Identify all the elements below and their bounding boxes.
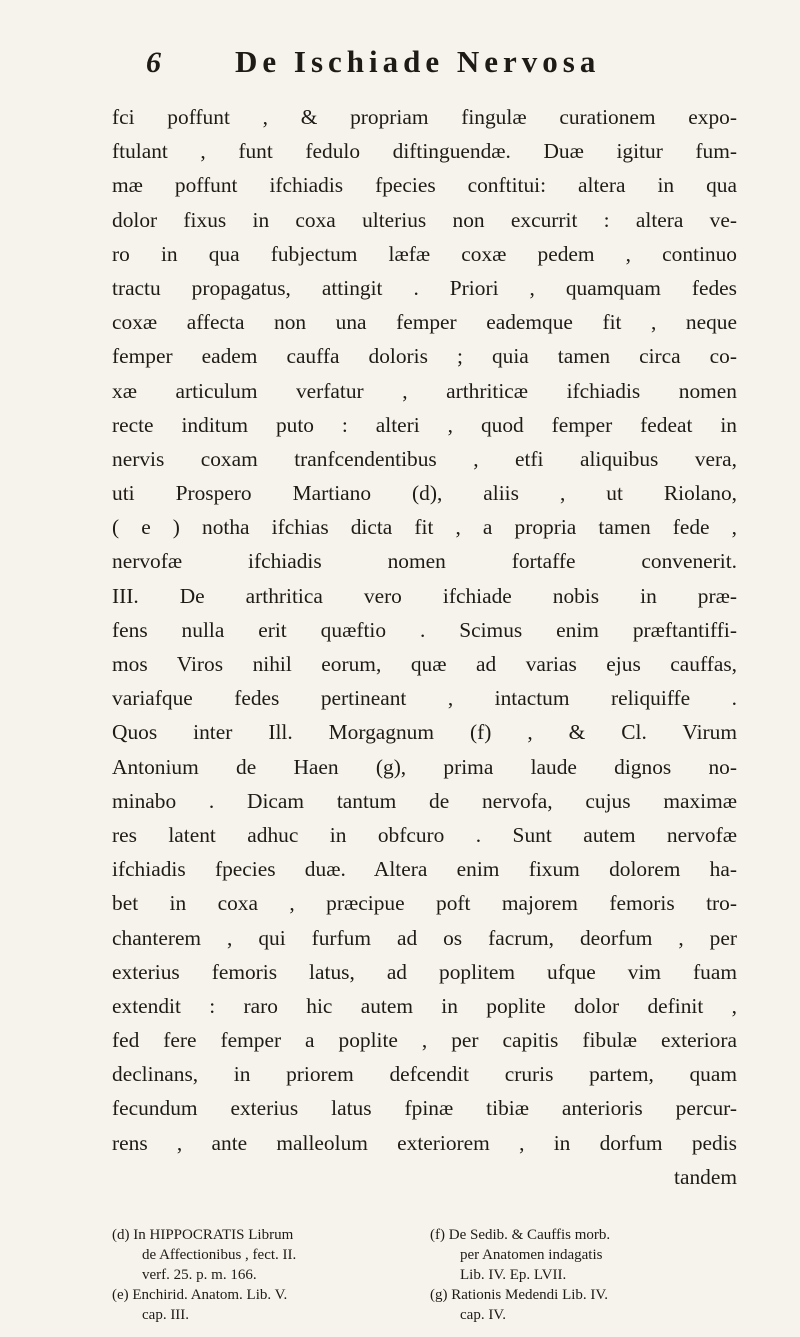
text-line: ifchiadis fpecies duæ. Altera enim fixum dolorem ha- <box>112 857 737 882</box>
body-text <box>112 100 737 1194</box>
text-line: bet in coxa , præcipue poft majorem femoris tro- <box>112 891 737 916</box>
footnote-line: (d) In HIPPOCRATIS Librum <box>112 1227 294 1243</box>
text-line: res latent adhuc in obfcuro . Sunt autem nervofæ <box>112 822 737 847</box>
text-line: dolor fixus in coxa ulterius non excurrit : altera ve- <box>112 207 737 232</box>
footnote-line: cap. IV. <box>460 1307 506 1323</box>
footnotes-left <box>112 1225 414 1325</box>
text-line: declinans, in priorem defcendit cruris partem, quam <box>112 1062 737 1087</box>
text-line: exterius femoris latus, ad poplitem ufque vim fuam <box>112 959 737 984</box>
page-header <box>40 42 760 82</box>
text-line: ro in qua fubjectum læfæ coxæ pedem , continuo <box>112 241 737 266</box>
footnotes-right <box>430 1225 742 1325</box>
footnote-line: verf. 25. p. m. 166. <box>142 1267 257 1283</box>
text-line: III. De arthritica vero ifchiade nobis in præ- <box>112 583 737 608</box>
text-line: recte inditum puto : alteri , quod femper fedeat in <box>112 412 737 437</box>
text-line: Antonium de Haen (g), prima laude dignos no- <box>112 754 737 779</box>
text-line: fed fere femper a poplite , per capitis fibulæ exteriora <box>112 1028 737 1053</box>
text-line: ftulant , funt fedulo diftinguendæ. Duæ igitur fum- <box>112 139 737 164</box>
text-line: mos Viros nihil eorum, quæ ad varias ejus cauffas, <box>112 652 737 676</box>
text-line: fci poffunt , & propriam fingulæ curationem expo- <box>112 105 737 129</box>
footnote-line: (f) De Sedib. & Cauffis morb. <box>430 1227 611 1243</box>
footnote-line: Lib. IV. Ep. LVII. <box>460 1267 567 1283</box>
text-line: femper eadem cauffa doloris ; quia tamen circa co- <box>112 344 737 369</box>
text-line: nervofæ ifchiadis nomen fortaffe convenerit. <box>112 549 737 574</box>
footnote-line: de Affectionibus , fect. II. <box>142 1247 297 1263</box>
catchword: tandem <box>674 1164 737 1189</box>
text-line: tractu propagatus, attingit . Priori , quamquam fedes <box>112 275 737 300</box>
text-line: rens , ante malleolum exteriorem , in dorfum pedis <box>112 1130 737 1155</box>
text-line: uti Prospero Martiano (d), aliis , ut Riolano, <box>112 481 737 506</box>
footnote-line: cap. III. <box>142 1307 190 1323</box>
text-line: nervis coxam tranfcendentibus , etfi aliquibus vera, <box>112 446 737 471</box>
text-line: xæ articulum verfatur , arthriticæ ifchiadis nomen <box>112 378 737 403</box>
footnote-line: (e) Enchirid. Anatom. Lib. V. <box>112 1287 288 1303</box>
text-line: variafque fedes pertineant , intactum reliquiffe . <box>112 686 737 711</box>
footnotes <box>112 1225 742 1325</box>
footnote-line: (g) Rationis Medendi Lib. IV. <box>430 1287 609 1303</box>
text-line: ( e ) notha ifchias dicta fit , a propria tamen fede , <box>112 515 737 540</box>
text-line: mæ poffunt ifchiadis fpecies conftitui: altera in qua <box>112 173 737 198</box>
text-line: fecundum exterius latus fpinæ tibiæ anterioris percur- <box>112 1096 737 1121</box>
text-line: minabo . Dicam tantum de nervofa, cujus maximæ <box>112 788 737 813</box>
running-title: De Ischiade Nervosa <box>235 44 601 79</box>
text-line: fens nulla erit quæftio . Scimus enim præftantiffi- <box>112 617 737 642</box>
page-number: 6 <box>146 46 161 79</box>
text-line: Quos inter Ill. Morgagnum (f) , & Cl. Virum <box>112 720 737 745</box>
footnote-line: per Anatomen indagatis <box>460 1247 603 1263</box>
text-line: coxæ affecta non una femper eademque fit , neque <box>112 310 737 335</box>
text-line: chanterem , qui furfum ad os facrum, deorfum , per <box>112 925 737 950</box>
text-line: extendit : raro hic autem in poplite dolor definit , <box>112 993 737 1018</box>
